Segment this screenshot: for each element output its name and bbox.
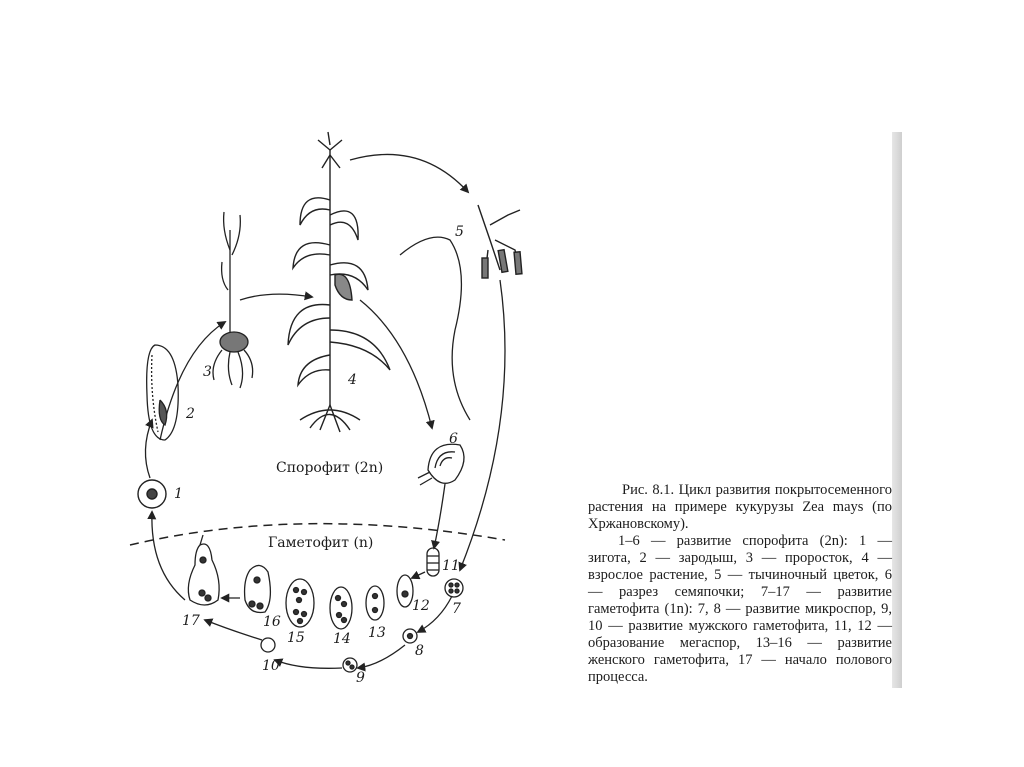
root-stolon-line xyxy=(400,237,470,420)
fertilization-17 xyxy=(188,535,219,605)
stamen-flower-5 xyxy=(478,205,522,278)
stage-number-15: 15 xyxy=(287,630,305,646)
stage-number-4: 4 xyxy=(348,372,357,388)
arrow-8-to-9 xyxy=(358,645,405,668)
stage-number-2: 2 xyxy=(186,406,195,422)
male-gametophyte-9 xyxy=(343,658,357,672)
arrow-5-to-7 xyxy=(460,280,505,570)
zygote-1 xyxy=(138,480,166,508)
stage-number-1: 1 xyxy=(174,486,183,502)
female-gametophyte-16 xyxy=(245,565,271,612)
stage-number-16: 16 xyxy=(263,614,281,630)
arrow-4-to-6 xyxy=(360,300,432,428)
megaspore-12 xyxy=(397,575,413,607)
female-gametophyte-15 xyxy=(286,579,314,627)
sporophyte-label: Спорофит (2n) xyxy=(276,460,384,476)
megaspore-11 xyxy=(427,548,439,576)
figure-caption xyxy=(588,482,892,686)
arrow-2-to-3 xyxy=(160,322,225,440)
stage-number-6: 6 xyxy=(449,431,458,447)
ovule-section-6 xyxy=(418,444,464,485)
seedling-3 xyxy=(213,212,253,388)
arrow-3-to-4 xyxy=(240,294,312,300)
pollen-grain-10 xyxy=(261,638,275,652)
stage-number-13: 13 xyxy=(368,625,386,641)
arrow-9-to-10 xyxy=(275,660,342,668)
stage-number-17: 17 xyxy=(182,613,200,629)
stage-numbers xyxy=(174,224,464,686)
arrow-17-to-1 xyxy=(152,512,185,600)
stage-number-10: 10 xyxy=(262,658,280,674)
microspore-7 xyxy=(445,579,463,597)
arrow-11-to-12 xyxy=(412,572,425,578)
stage-number-3: 3 xyxy=(203,364,212,380)
stage-number-14: 14 xyxy=(333,631,351,647)
arrow-4-to-5 xyxy=(350,154,468,192)
gametophyte-label: Гаметофит (n) xyxy=(268,535,374,551)
stage-number-12: 12 xyxy=(412,598,430,614)
arrow-6-to-11 xyxy=(434,484,445,548)
maize-plant-4 xyxy=(288,132,390,432)
stage-number-11: 11 xyxy=(442,558,460,574)
arrow-10-to-17 xyxy=(205,620,262,640)
stage-number-7: 7 xyxy=(452,601,461,617)
stage-number-8: 8 xyxy=(415,643,424,659)
female-gametophyte-13 xyxy=(366,586,384,620)
female-gametophyte-14 xyxy=(330,587,352,629)
caption-title: Рис. 8.1. Цикл развития покрытосеменного растения на примере кукурузы Zea mays (по Хржановскому). xyxy=(588,482,892,532)
stage-number-9: 9 xyxy=(356,670,365,686)
stage-number-5: 5 xyxy=(455,224,464,240)
caption-body: 1–6 — развитие спорофита (2n): 1 — зигота, 2 — зародыш, 3 — проросток, 4 — взрослое растение, 5 — тычиночный цветок, 6 — разрез семяпочки; 7–17 — развитие гаметофита (1n): 7, 8 — развитие микроспор, 9, 10 — развитие мужского гаметофита, 11, 12 — образование мегаспор, 13–16 — развитие женского гаметофита, 17 — начало полового процесса. xyxy=(588,533,892,685)
arrow-1-to-2 xyxy=(145,420,152,478)
microspore-8 xyxy=(403,629,417,643)
